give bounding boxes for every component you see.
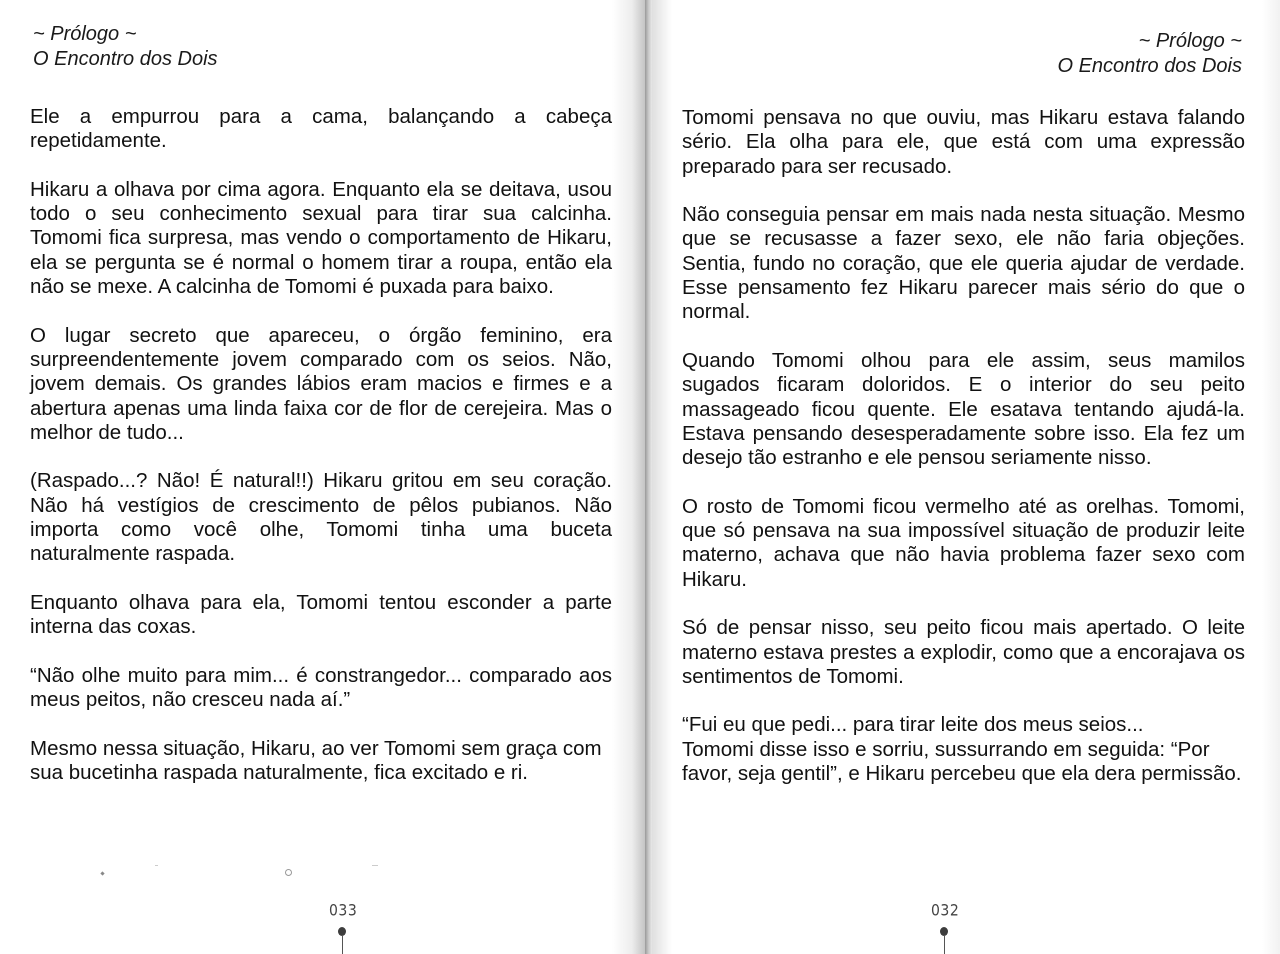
- paragraph: Enquanto olhava para ela, Tomomi tentou esconder a parte interna das coxas.: [30, 590, 612, 639]
- speck: [100, 871, 104, 875]
- paragraph: Hikaru a olhava por cima agora. Enquanto ela se deitava, usou todo o seu conhecimento sexual para tirar sua calcinha. Tomomi fica surpresa, mas vendo o comportamento de Hikaru, ela se pergunta se é normal o homem tirar a roupa, então ela não se mexe. A calcinha de Tomomi é puxada para baixo.: [30, 177, 612, 299]
- scan-specks: [0, 860, 640, 880]
- page-edge-shadow: [1262, 0, 1280, 954]
- paragraph: O rosto de Tomomi ficou vermelho até as orelhas. Tomomi, que só pensava na sua impossível situação de produzir leite materno, achava que não havia problema fazer sexo com Hikaru.: [682, 494, 1245, 591]
- book-spine-gutter: [645, 0, 652, 954]
- gutter-shadow: [612, 0, 645, 954]
- left-body-text: [30, 105, 612, 810]
- paragraph: “Não olhe muito para mim... é constrangedor... comparado aos meus peitos, não cresceu nada aí.”: [30, 663, 612, 712]
- paragraph: O lugar secreto que apareceu, o órgão feminino, era surpreendentemente jovem comparado com os seios. Não, jovem demais. Os grandes lábios eram macios e firmes e a abertura apenas uma linda faixa cor de flor de cerejeira. Mas o melhor de tudo...: [30, 323, 612, 444]
- speck: [285, 869, 292, 876]
- right-header-title: O Encontro dos Dois: [1057, 55, 1242, 77]
- paragraph: Quando Tomomi olhou para ele assim, seus mamilos sugados ficaram doloridos. E o interior do seu peito massageado ficou quente. Ele esatava tentando ajudá-la. Estava pensando desesperadamente sobre isso. Ela fez um desejo tão estranho e ele pensou seriamente nisso.: [682, 348, 1245, 470]
- paragraph: Só de pensar nisso, seu peito ficou mais apertado. O leite materno estava prestes a explodir, como que a encorajava os sentimentos de Tomomi.: [682, 616, 1245, 688]
- right-page-number: 032: [931, 901, 960, 921]
- paragraph: “Fui eu que pedi... para tirar leite dos meus seios... Tomomi disse isso e sorriu, sussurrando em seguida: “Por favor, seja gentil”, e Hikaru percebeu que ela dera permissão.: [682, 713, 1242, 786]
- page-marker-pin-icon: [337, 927, 347, 954]
- left-page-number: 033: [329, 901, 358, 921]
- speck: [372, 865, 378, 866]
- paragraph: Tomomi pensava no que ouviu, mas Hikaru estava falando sério. Ela olha para ele, que está com uma expressão preparado para ser recusado.: [682, 106, 1245, 178]
- left-header-title: O Encontro dos Dois: [33, 48, 218, 70]
- speck: [155, 865, 158, 866]
- paragraph: (Raspado...? Não! É natural!!) Hikaru gritou em seu coração. Não há vestígios de crescimento de pêlos pubianos. Não importa como você olhe, Tomomi tinha uma buceta naturalmente raspada.: [30, 469, 612, 566]
- page-marker-pin-icon: [939, 927, 949, 954]
- right-header-chapter: ~ Prólogo ~: [1138, 30, 1242, 52]
- right-body-text: [682, 106, 1245, 811]
- paragraph: Ele a empurrou para a cama, balançando a cabeça repetidamente.: [30, 105, 612, 153]
- right-running-header: [1057, 29, 1242, 79]
- gutter-shadow: [652, 0, 672, 954]
- left-header-chapter: ~ Prólogo ~: [33, 23, 137, 45]
- left-running-header: [33, 22, 218, 72]
- paragraph: Mesmo nessa situação, Hikaru, ao ver Tomomi sem graça com sua bucetinha raspada naturalmente, fica excitado e ri.: [30, 736, 602, 785]
- paragraph: Não conseguia pensar em mais nada nesta situação. Mesmo que se recusasse a fazer sexo, ele não faria objeções. Sentia, fundo no coração, que ele queria ajudar de verdade. Esse pensamento fez Hikaru parecer mais sério do que o normal.: [682, 203, 1245, 324]
